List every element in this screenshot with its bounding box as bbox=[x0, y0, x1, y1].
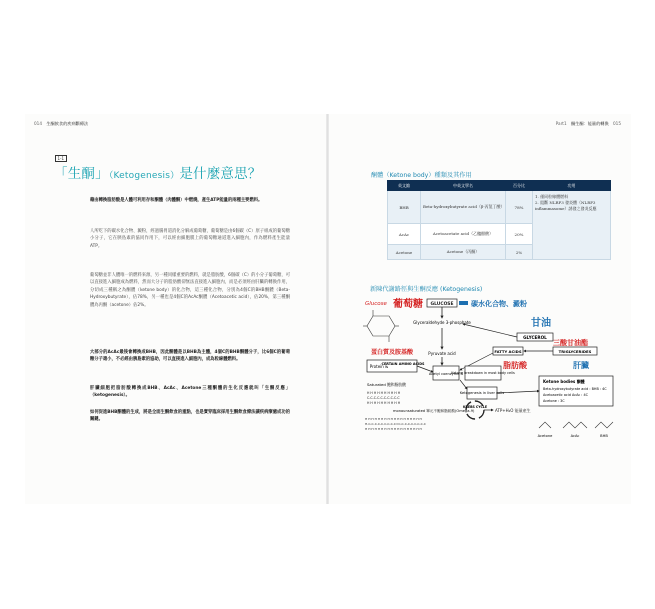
chem-acac-label: AcAc bbox=[570, 434, 580, 438]
diagram-title: 新陳代謝路徑與生酮反應 (Ketogenesis) bbox=[370, 286, 483, 293]
certain-aa-label: CERTAIN AMINO ACIDS bbox=[381, 362, 425, 366]
glucose-en-label: Glucose bbox=[365, 301, 387, 307]
chem-structures-icon bbox=[539, 422, 613, 428]
cell-pct: 2% bbox=[506, 245, 533, 260]
glycerol-zh-label: 甘油 bbox=[531, 318, 551, 329]
title-main: 「生酮」 bbox=[54, 166, 109, 182]
ketone-table bbox=[387, 180, 611, 260]
svg-text:H H H H H H H H H H: H H H H H H H H H H bbox=[367, 401, 401, 405]
chem-bhb-label: BHB bbox=[600, 434, 608, 438]
header-func: 功用 bbox=[533, 181, 611, 191]
protein-zh-label: 蛋白質及胺基酸 bbox=[371, 349, 414, 356]
cell-func: 1. 僅同粒線體燃料 2. 阻斷 NLRP3 發炎體（NLRP3 inflammasome）誘發之發炎反應 bbox=[533, 191, 611, 260]
ketone-bodies-title: Ketone bodies 酮體 bbox=[543, 379, 585, 384]
table-header-row bbox=[388, 181, 611, 191]
cell-abbr: BHB bbox=[388, 191, 421, 224]
table-title: 酮體（Ketone body）種類及其作用 bbox=[371, 172, 472, 179]
carb-zh-label: 碳水化合物、澱粉 bbox=[471, 300, 527, 308]
paragraph-3: 大部分的AcAc最後會轉換成BHB，因此酮體是以BHB為主體，4個C的BHB酮體分子，比6個C的葡萄糖分子還小，不必經由胰島素的協助，可以直接進入細胞內，成為粒線體燃料。 bbox=[90, 350, 290, 363]
paragraph-5: 如何促進BHB酮體的生成，將是全面生酮飲食的重點，也是實穿臨床採用生酮飲食療法讓疾病療癒成功的關鍵。 bbox=[90, 410, 290, 423]
glucose-zh-label: 葡萄糖 bbox=[393, 299, 423, 310]
running-head-left bbox=[34, 121, 91, 127]
paragraph-2: 葡萄糖並非人體唯一的燃料來源，另一種同樣重要的燃料，就是脂肪酸，6個碳（C）的小分子葡萄糖，可以直接進入細胞成為燃料，然而大分子的脂肪酸卻無法直接進入細胞內，而是必須經由肝臟的轉換作用，分切成三種稱之為酮體（ketone body）的化合物，這三種化合物，分別為4個C的BHB酮體（Beta-Hydroxybutyrate），佔78%，另一種也是4個C的AcAc酮體（Acetoacetic acid），佔20%，第三種酮體為丙酮（acetone）佔2%。 bbox=[90, 273, 290, 308]
saturated-chain-icon bbox=[367, 391, 401, 405]
svg-text:H-C-C-C-C-C-C-C-C-C=C-C-C-C-C-: H-C-C-C-C-C-C-C-C-C=C-C-C-C-C-C-C-C-C bbox=[365, 422, 426, 426]
pyruvate-label: Pyruvate acid bbox=[428, 351, 456, 356]
liver-zh-label: 肝臟 bbox=[573, 361, 589, 370]
ketone-body-acetone: Acetone : 3C bbox=[543, 399, 565, 403]
ketone-body-acac: Acetoacetic acid AcAc : 4C bbox=[543, 393, 589, 397]
cell-name: Acetoacetate acid（乙醯醋酸） bbox=[421, 224, 506, 245]
glucose-box-label: GLUCOSE bbox=[430, 302, 454, 307]
running-head-right bbox=[556, 121, 621, 127]
triglyceride-zh-label: 三酸甘油酯 bbox=[553, 339, 588, 347]
title-paren: （Ketogenesis） bbox=[108, 171, 180, 181]
metabolism-diagram bbox=[363, 294, 623, 442]
svg-text:H H H H H H H H H H: H H H H H H H H H H bbox=[367, 391, 401, 395]
header-name: 中英文學名 bbox=[421, 181, 506, 191]
cell-name: Beta-hydroxybutyrate acid（β-丙氫丁酸） bbox=[421, 191, 506, 224]
section-tag: 1-1 bbox=[55, 155, 67, 162]
ketone-body-bhb: Beta-hydroxybutyrate acid : BHB : 4C bbox=[543, 387, 607, 391]
svg-text:H H H H H H H H H H H H H H H: H H H H H H H H H H H H H H H H H H bbox=[365, 417, 422, 421]
cell-pct: 78% bbox=[506, 191, 533, 224]
ketone-breakdown-label: Ketone breakdown in most body cells bbox=[451, 371, 515, 375]
protein-en-label: Protein & bbox=[369, 364, 389, 369]
book-gutter bbox=[326, 114, 329, 504]
part-label: Part1 bbox=[555, 121, 567, 126]
table-row bbox=[388, 191, 611, 224]
fatty-acids-box-label: FATTY ACIDS bbox=[494, 349, 522, 354]
atp-label: ATP+H₂O 能量產生 bbox=[495, 408, 531, 413]
glucose-molecule-icon bbox=[363, 310, 399, 342]
acetyl-label: Acetyl coenzyme A bbox=[428, 372, 464, 376]
title-rest: 是什麼意思？ bbox=[179, 166, 262, 182]
svg-text:C-C-C-C-C-C-C-C-C-C: C-C-C-C-C-C-C-C-C-C bbox=[367, 396, 400, 400]
carb-arrow-icon bbox=[459, 301, 468, 305]
page-number-left: 014 bbox=[34, 121, 42, 126]
cell-abbr: Acetone bbox=[388, 245, 421, 260]
arrow-glycerol-g3p bbox=[463, 324, 517, 337]
paragraph-4: 肝臟細胞把脂肪酸轉換成BHB、AcAc、Acetone三種酮體的生化反應就叫「生酮反應」（ketogenesis）。 bbox=[90, 386, 290, 399]
triglycerides-box-label: TRIGLYCERIDES bbox=[558, 349, 592, 354]
header-abbr: 英文縮 bbox=[388, 181, 421, 191]
cell-abbr: AcAc bbox=[388, 224, 421, 245]
krebs-label: KREBS CYCLE bbox=[462, 405, 488, 409]
svg-text:H H H H H H H H H H H H H H H: H H H H H H H H H H H H H H H H H H bbox=[365, 427, 422, 431]
header-pct: 百分比 bbox=[506, 181, 533, 191]
cell-pct: 20% bbox=[506, 224, 533, 245]
mono-label: monounsaturated 單元不飽和脂肪酸(Omega-9) bbox=[393, 409, 475, 413]
running-head-right-text: 酮生酮：能量的轉換 bbox=[570, 121, 609, 126]
paragraph-1: 人所吃下的碳水化合物、澱粉，經過腸胃道消化分解成葡萄糖，葡萄糖是由6個碳（C）原子組成的葡萄糖小分子，它在胰島素的協同作用下，可以經由細胞膜上的葡萄糖通道進入細胞內，作為燃料產生能量ATP。 bbox=[90, 229, 290, 249]
page-title bbox=[54, 162, 262, 182]
page-number-right: 015 bbox=[613, 121, 621, 126]
running-head-left-text: 生酮飲食的疾病斷療法 bbox=[46, 121, 89, 126]
arrow-acetyl-ketogenesis bbox=[460, 380, 467, 389]
fatty-zh-label: 脂肪酸 bbox=[503, 361, 527, 370]
saturated-label: Saturated 飽和脂肪酸 bbox=[367, 382, 406, 387]
intro-paragraph: 藉由轉換脂肪酸是人體可利用存和酮體（肉體酮）中燃燒，產生ATP能量的兩種主要燃料。 bbox=[90, 198, 263, 203]
glycerol-box-label: GLYCEROL bbox=[523, 335, 547, 340]
mono-chain-icon bbox=[365, 417, 426, 431]
ketogenesis-label: Ketogenesis in liver cells bbox=[459, 391, 505, 395]
chem-acetone-label: Acetone bbox=[537, 434, 553, 438]
g3p-label: Glyceraldehyde 3-phosphate bbox=[413, 320, 471, 325]
cell-name: Acetone（丙酮） bbox=[421, 245, 506, 260]
